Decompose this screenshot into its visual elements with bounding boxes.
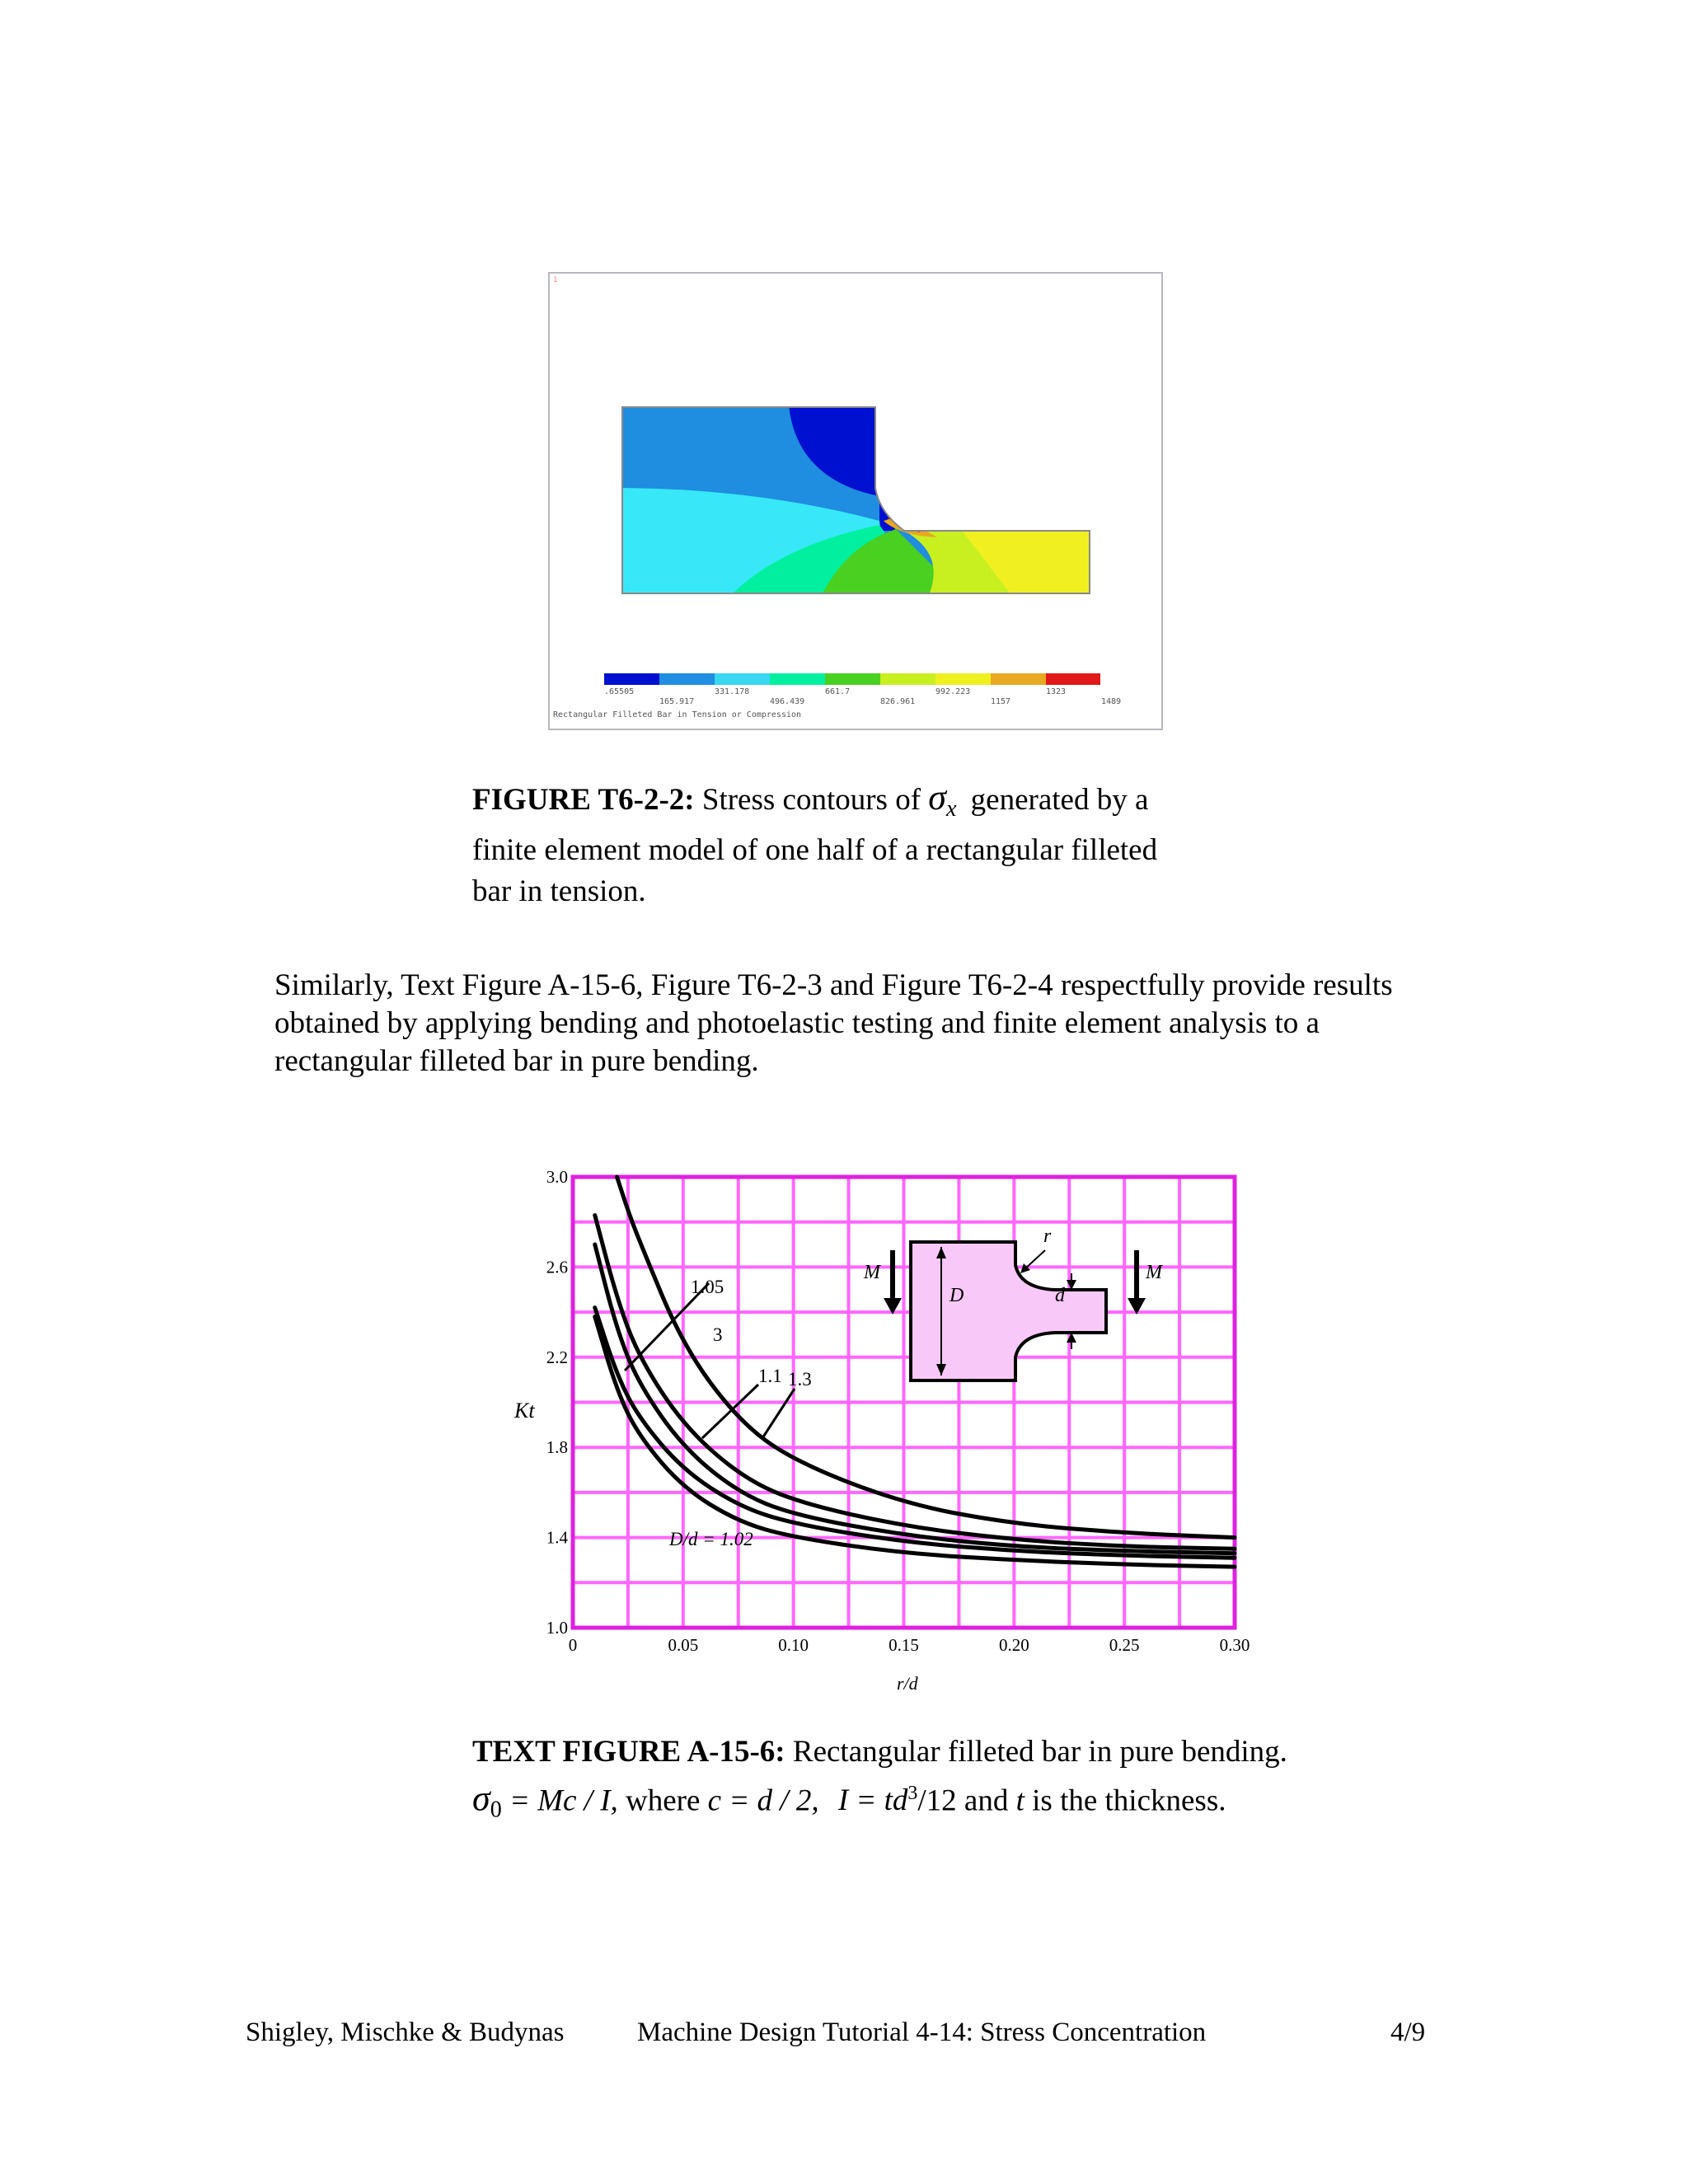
curve-labels: [668, 1277, 812, 1549]
x-tick-label: 0: [568, 1635, 578, 1655]
inset-label-M-left: M: [864, 1262, 880, 1283]
moment-arrow-right: [1128, 1250, 1146, 1315]
fem-footnote: Rectangular Filleted Bar in Tension or Compression: [553, 710, 802, 719]
inset-label-D: D: [950, 1285, 964, 1306]
inset-bar-shape: [911, 1242, 1106, 1380]
legend-value: 826.961: [880, 697, 916, 706]
x-tick-label: 0.20: [998, 1635, 1029, 1655]
moment-arrow-left: [884, 1250, 902, 1315]
inset-label-d: d: [1055, 1285, 1065, 1306]
legend-value: 496.439: [770, 697, 805, 706]
footer-authors: Shigley, Mischke & Budynas: [246, 2018, 565, 2047]
x-tick-label: 0.25: [1109, 1635, 1140, 1655]
chart-grid: [573, 1177, 1235, 1628]
equation-part: I = td: [837, 1783, 908, 1818]
body-paragraph: [274, 967, 1511, 1080]
equation-part: = Mc / I,: [501, 1783, 618, 1818]
fem-stress-figure: [548, 272, 1163, 730]
curve-label-1-3: 1.3: [788, 1369, 812, 1390]
y-axis-label: Kt: [514, 1399, 535, 1422]
x-tick-label: 0.30: [1219, 1635, 1250, 1655]
caption-text: is the thickness.: [1032, 1783, 1226, 1818]
caption-equation-line: [472, 1773, 1461, 1830]
fem-contour-image: [550, 274, 1161, 729]
legend-value: 1489: [1101, 697, 1122, 706]
inset-label-r: r: [1043, 1226, 1052, 1247]
x-tick-label: 0.05: [668, 1635, 699, 1655]
y-tick-label: 3.0: [546, 1167, 568, 1187]
equation-part: /12 and: [917, 1783, 1009, 1818]
figure-caption-t6-2-2: [472, 777, 1280, 912]
paragraph-line: obtained by applying bending and photoelastic testing and finite element analysis to a: [274, 1006, 1320, 1040]
equation-superscript: 3: [907, 1783, 918, 1804]
curve-label-1-05: 1.05: [691, 1277, 724, 1297]
stress-legend-bar: [604, 673, 1100, 685]
leader-line: [762, 1389, 795, 1438]
footer-page-number: 4/9: [1390, 2018, 1426, 2047]
y-tick-label: 2.2: [546, 1347, 568, 1367]
caption-text: where: [626, 1783, 701, 1818]
y-tick-label: 1.8: [546, 1437, 568, 1458]
kt-chart: [486, 1150, 1253, 1694]
caption-label: TEXT FIGURE A-15-6:: [472, 1735, 785, 1769]
svg-text:1: 1: [553, 276, 558, 284]
x-axis-label: r/d: [897, 1673, 918, 1694]
y-tick-label: 1.0: [546, 1618, 568, 1638]
equation-part: t: [1015, 1783, 1025, 1818]
legend-values-bottom: [604, 697, 1132, 709]
x-tick-label: 0.15: [889, 1635, 919, 1655]
y-tick-label: 2.6: [546, 1257, 568, 1277]
caption-line: [472, 1732, 1461, 1773]
caption-text: Rectangular filleted bar in pure bending.: [792, 1735, 1287, 1769]
sigma0-subscript: 0: [490, 1797, 502, 1823]
legend-value: .65505: [604, 687, 635, 696]
legend-value: 1157: [991, 697, 1011, 706]
stress-contour-regions: [616, 401, 1110, 599]
label-leaders: [625, 1283, 795, 1438]
curve-label-1-1: 1.1: [758, 1366, 782, 1386]
caption-line: [472, 777, 1280, 830]
legend-value: 1323: [1046, 687, 1067, 696]
inset-label-M-right: M: [1146, 1262, 1162, 1283]
y-tick-label: 1.4: [546, 1527, 568, 1548]
paragraph-line: Similarly, Text Figure A-15-6, Figure T6-2-3 and Figure T6-2-4 respectfully provide results: [274, 968, 1393, 1002]
curve-label-3: 3: [713, 1324, 723, 1345]
equation-part: c = d / 2,: [707, 1783, 819, 1818]
caption-label: FIGURE T6-2-2:: [472, 783, 695, 817]
legend-value: 165.917: [659, 697, 695, 706]
sigma-subscript: x: [945, 796, 957, 822]
caption-line: finite element model of one half of a rectangular filleted: [472, 833, 1158, 867]
legend-value: 661.7: [825, 687, 851, 696]
figure-caption-a-15-6: [472, 1732, 1461, 1830]
caption-text: generated by a: [970, 783, 1149, 817]
footer-title: Machine Design Tutorial 4-14: Stress Concentration: [637, 2018, 1207, 2047]
paragraph-line: rectangular filleted bar in pure bending.: [274, 1044, 759, 1078]
legend-value: 992.223: [935, 687, 971, 696]
x-tick-label: 0.10: [778, 1635, 809, 1655]
legend-value: 331.178: [715, 687, 750, 696]
caption-text: Stress contours of: [701, 783, 921, 817]
sigma0-symbol: σ: [472, 1778, 490, 1819]
caption-line: bar in tension.: [472, 874, 646, 908]
sigma-symbol: σ: [928, 777, 946, 818]
curve-label-dd: D/d = 1.02: [669, 1529, 753, 1549]
